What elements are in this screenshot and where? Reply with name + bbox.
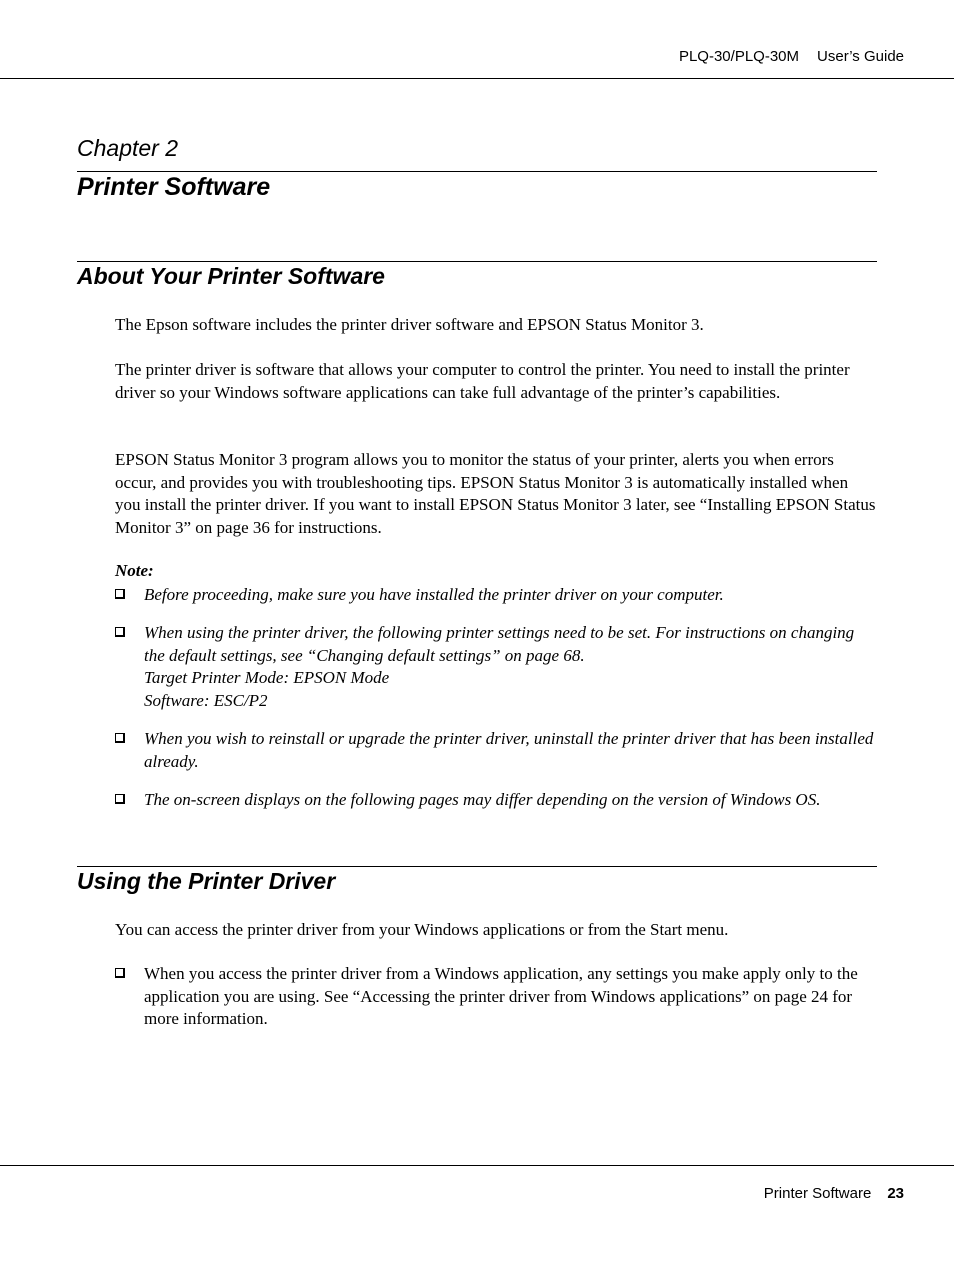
note-item (115, 728, 877, 773)
note-item (115, 584, 877, 607)
checkbox-bullet-icon (115, 589, 125, 599)
section-using-heading: Using the Printer Driver (77, 868, 336, 894)
checkbox-bullet-icon (115, 968, 125, 978)
section-using-rule (77, 866, 877, 867)
checkbox-bullet-icon (115, 627, 125, 637)
note-setting-software: Software: ESC/P2 (144, 690, 268, 710)
note-text: Before proceeding, make sure you have installed the printer driver on your computer. (144, 585, 724, 604)
checkbox-bullet-icon (115, 733, 125, 743)
note-text: When you wish to reinstall or upgrade the printer driver, uninstall the printer driver that has been installed already. (144, 729, 874, 771)
chapter-label: Chapter 2 (77, 135, 179, 161)
footer-rule (0, 1165, 954, 1166)
chapter-title: Printer Software (77, 173, 271, 201)
note-text: The on-screen displays on the following pages may differ depending on the version of Windows OS. (144, 790, 821, 809)
about-paragraph-2: The printer driver is software that allows your computer to control the printer. You need to install the printer driver so your Windows software applications can take full advantage of the printer’s capabilities. (115, 360, 850, 402)
footer-section-title: Printer Software (763, 1185, 872, 1202)
running-footer (764, 1185, 904, 1202)
header-guide-title: User’s Guide (817, 48, 904, 65)
list-item-text: When you access the printer driver from a Windows application, any settings you make apply only to the application you are using. See “Accessing the printer driver from Windows applications” on page 24 for more information. (144, 964, 858, 1028)
about-paragraph-3: EPSON Status Monitor 3 program allows you to monitor the status of your printer, alerts you when errors occur, and provides you with troubleshooting tips. EPSON Status Monitor 3 is automatically installed when you install the printer driver. If you want to install EPSON Status Monitor 3 later, see “Installing EPSON Status Monitor 3” on page 36 for instructions. (115, 450, 876, 537)
note-setting-target-mode: Target Printer Mode: EPSON Mode (144, 668, 390, 687)
checkbox-bullet-icon (115, 794, 125, 804)
section-about-rule (77, 261, 877, 262)
running-header (679, 48, 904, 65)
note-text: When using the printer driver, the following printer settings need to be set. For instructions on changing the default settings, see “Changing default settings” on page 68. (144, 623, 855, 665)
about-paragraph-1: The Epson software includes the printer driver software and EPSON Status Monitor 3. (115, 315, 704, 334)
section-about-heading: About Your Printer Software (77, 263, 385, 289)
list-item (115, 963, 877, 1031)
using-paragraph: You can access the printer driver from your Windows applications or from the Start menu. (115, 920, 729, 939)
page-number: 23 (887, 1185, 904, 1202)
chapter-rule (77, 171, 877, 172)
note-item (115, 622, 877, 712)
note-label: Note: (115, 561, 154, 580)
note-item (115, 789, 877, 812)
header-rule (0, 78, 954, 79)
header-model: PLQ-30/PLQ-30M (678, 48, 800, 65)
